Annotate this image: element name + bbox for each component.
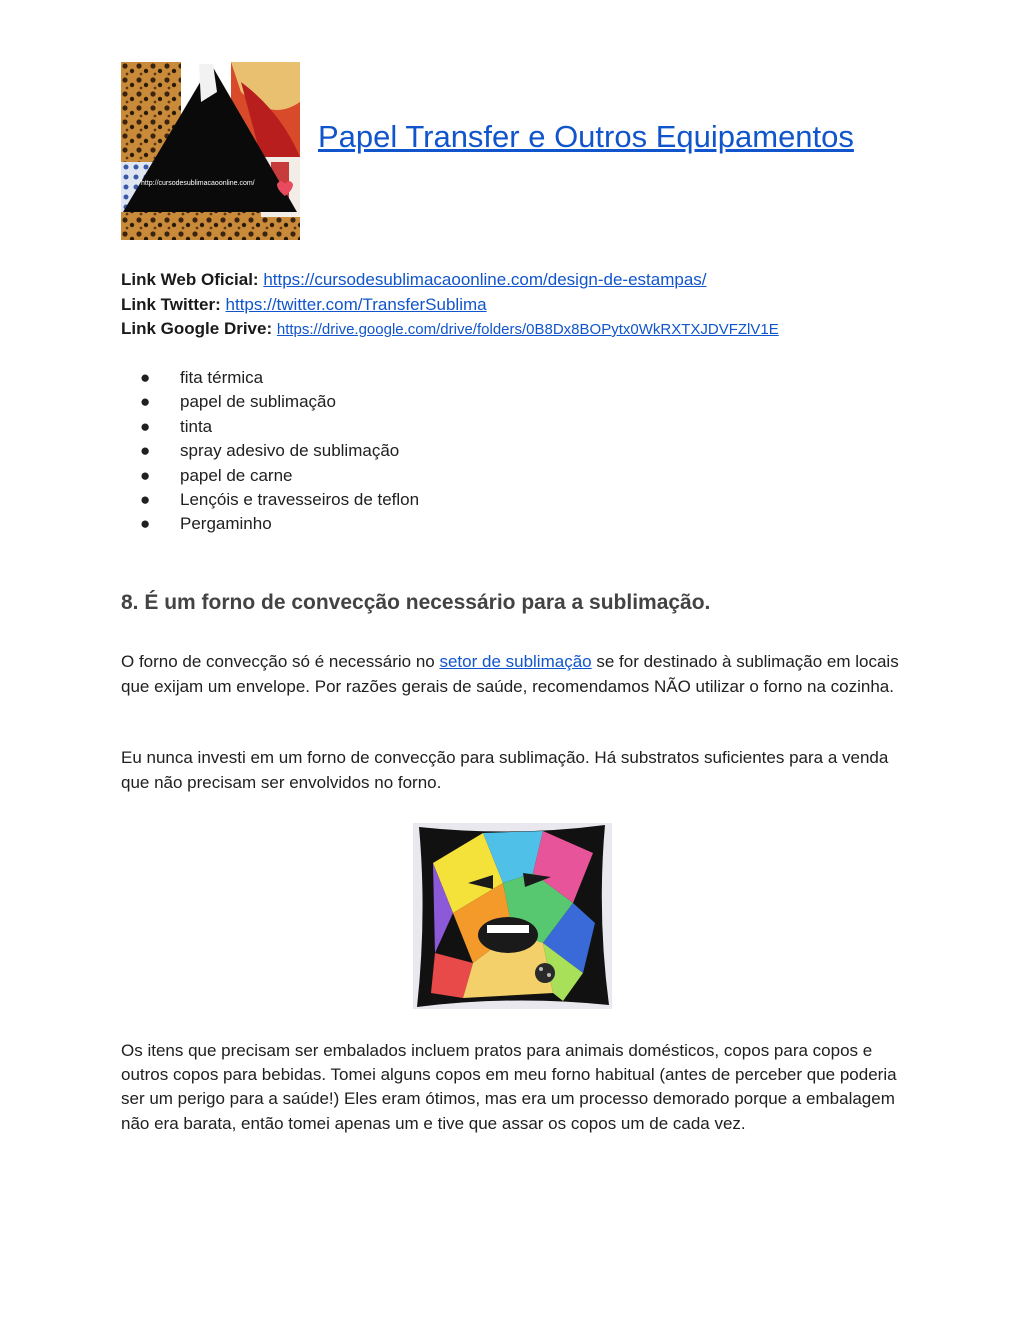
list-item [121,512,419,536]
paragraph-1 [121,649,911,699]
list-item-text: tinta [180,416,213,436]
bullet-icon: ● [140,368,151,387]
setor-sublimacao-link[interactable]: setor de sublimação [439,652,592,671]
paragraph-3: Os itens que precisam ser embalados incluem pratos para animais domésticos, copos para copos e outros copos para bebidas. Tomei alguns copos em meu forno habitual (antes de perceber que poderia ser um perigo para a saúde!) Eles eram ótimos, mas era um processo demorado porque a embalagem não era barata, então tomei apenas um e tive que assar os copos um de cada vez. [121,1041,897,1133]
link-row-twitter [121,293,779,318]
bullet-icon: ● [140,514,151,534]
list-item [121,415,419,439]
link-label-web: Link Web Oficial: [121,270,259,289]
paragraph-2: Eu nunca investi em um forno de convecção para sublimação. Há substratos suficientes para a venda que não precisam ser envolvidos no forno. [121,748,889,792]
paragraph-1-end: se for destinado à sublimação em locais que exijam um envelope. Por razões gerais de saúde, recomendamos NÃO utilizar o forno na cozinha. [121,652,899,696]
link-google-drive[interactable]: https://drive.google.com/drive/folders/0B8Dx8BOPytx0WkRXTXJDVFZlV1E [276,321,779,338]
list-item-text: fita térmica [180,368,264,387]
bullet-icon: ● [140,392,151,412]
bullet-icon: ● [140,441,151,461]
list-item [121,366,419,390]
paragraph-1-start: O forno de convecção só é necessário no [121,652,440,671]
link-web-oficial[interactable]: https://cursodesublimacaoonline.com/design-de-estampas/ [263,270,707,289]
link-label-twitter: Link Twitter: [121,294,221,314]
list-item-text: spray adesivo de sublimação [180,441,400,461]
list-item-text: papel de sublimação [180,392,336,412]
bullet-icon: ● [140,490,151,510]
list-item [121,439,419,463]
list-item-text: papel de carne [180,465,293,485]
list-item [121,488,419,512]
link-row-drive [121,317,779,343]
bullet-icon: ● [140,465,151,485]
section-heading: 8. É um forno de convecção necessário para a sublimação. [121,591,711,614]
list-item-text: Lençóis e travesseiros de teflon [180,490,420,510]
pillow-image [413,823,612,1009]
link-label-drive: Link Google Drive: [121,319,273,338]
bullet-icon: ● [140,416,151,436]
link-row-web [121,268,779,293]
link-twitter[interactable]: https://twitter.com/TransferSublima [225,294,487,314]
equipment-list [121,366,419,537]
list-item-text: Pergaminho [180,514,272,534]
list-item [121,464,419,488]
list-item [121,390,419,414]
page-title-link[interactable]: Papel Transfer e Outros Equipamentos [318,119,854,154]
links-block [121,268,779,343]
logo-image [121,62,300,240]
logo-url-text: http://cursodesublimacaoonline.com/ [141,180,255,187]
